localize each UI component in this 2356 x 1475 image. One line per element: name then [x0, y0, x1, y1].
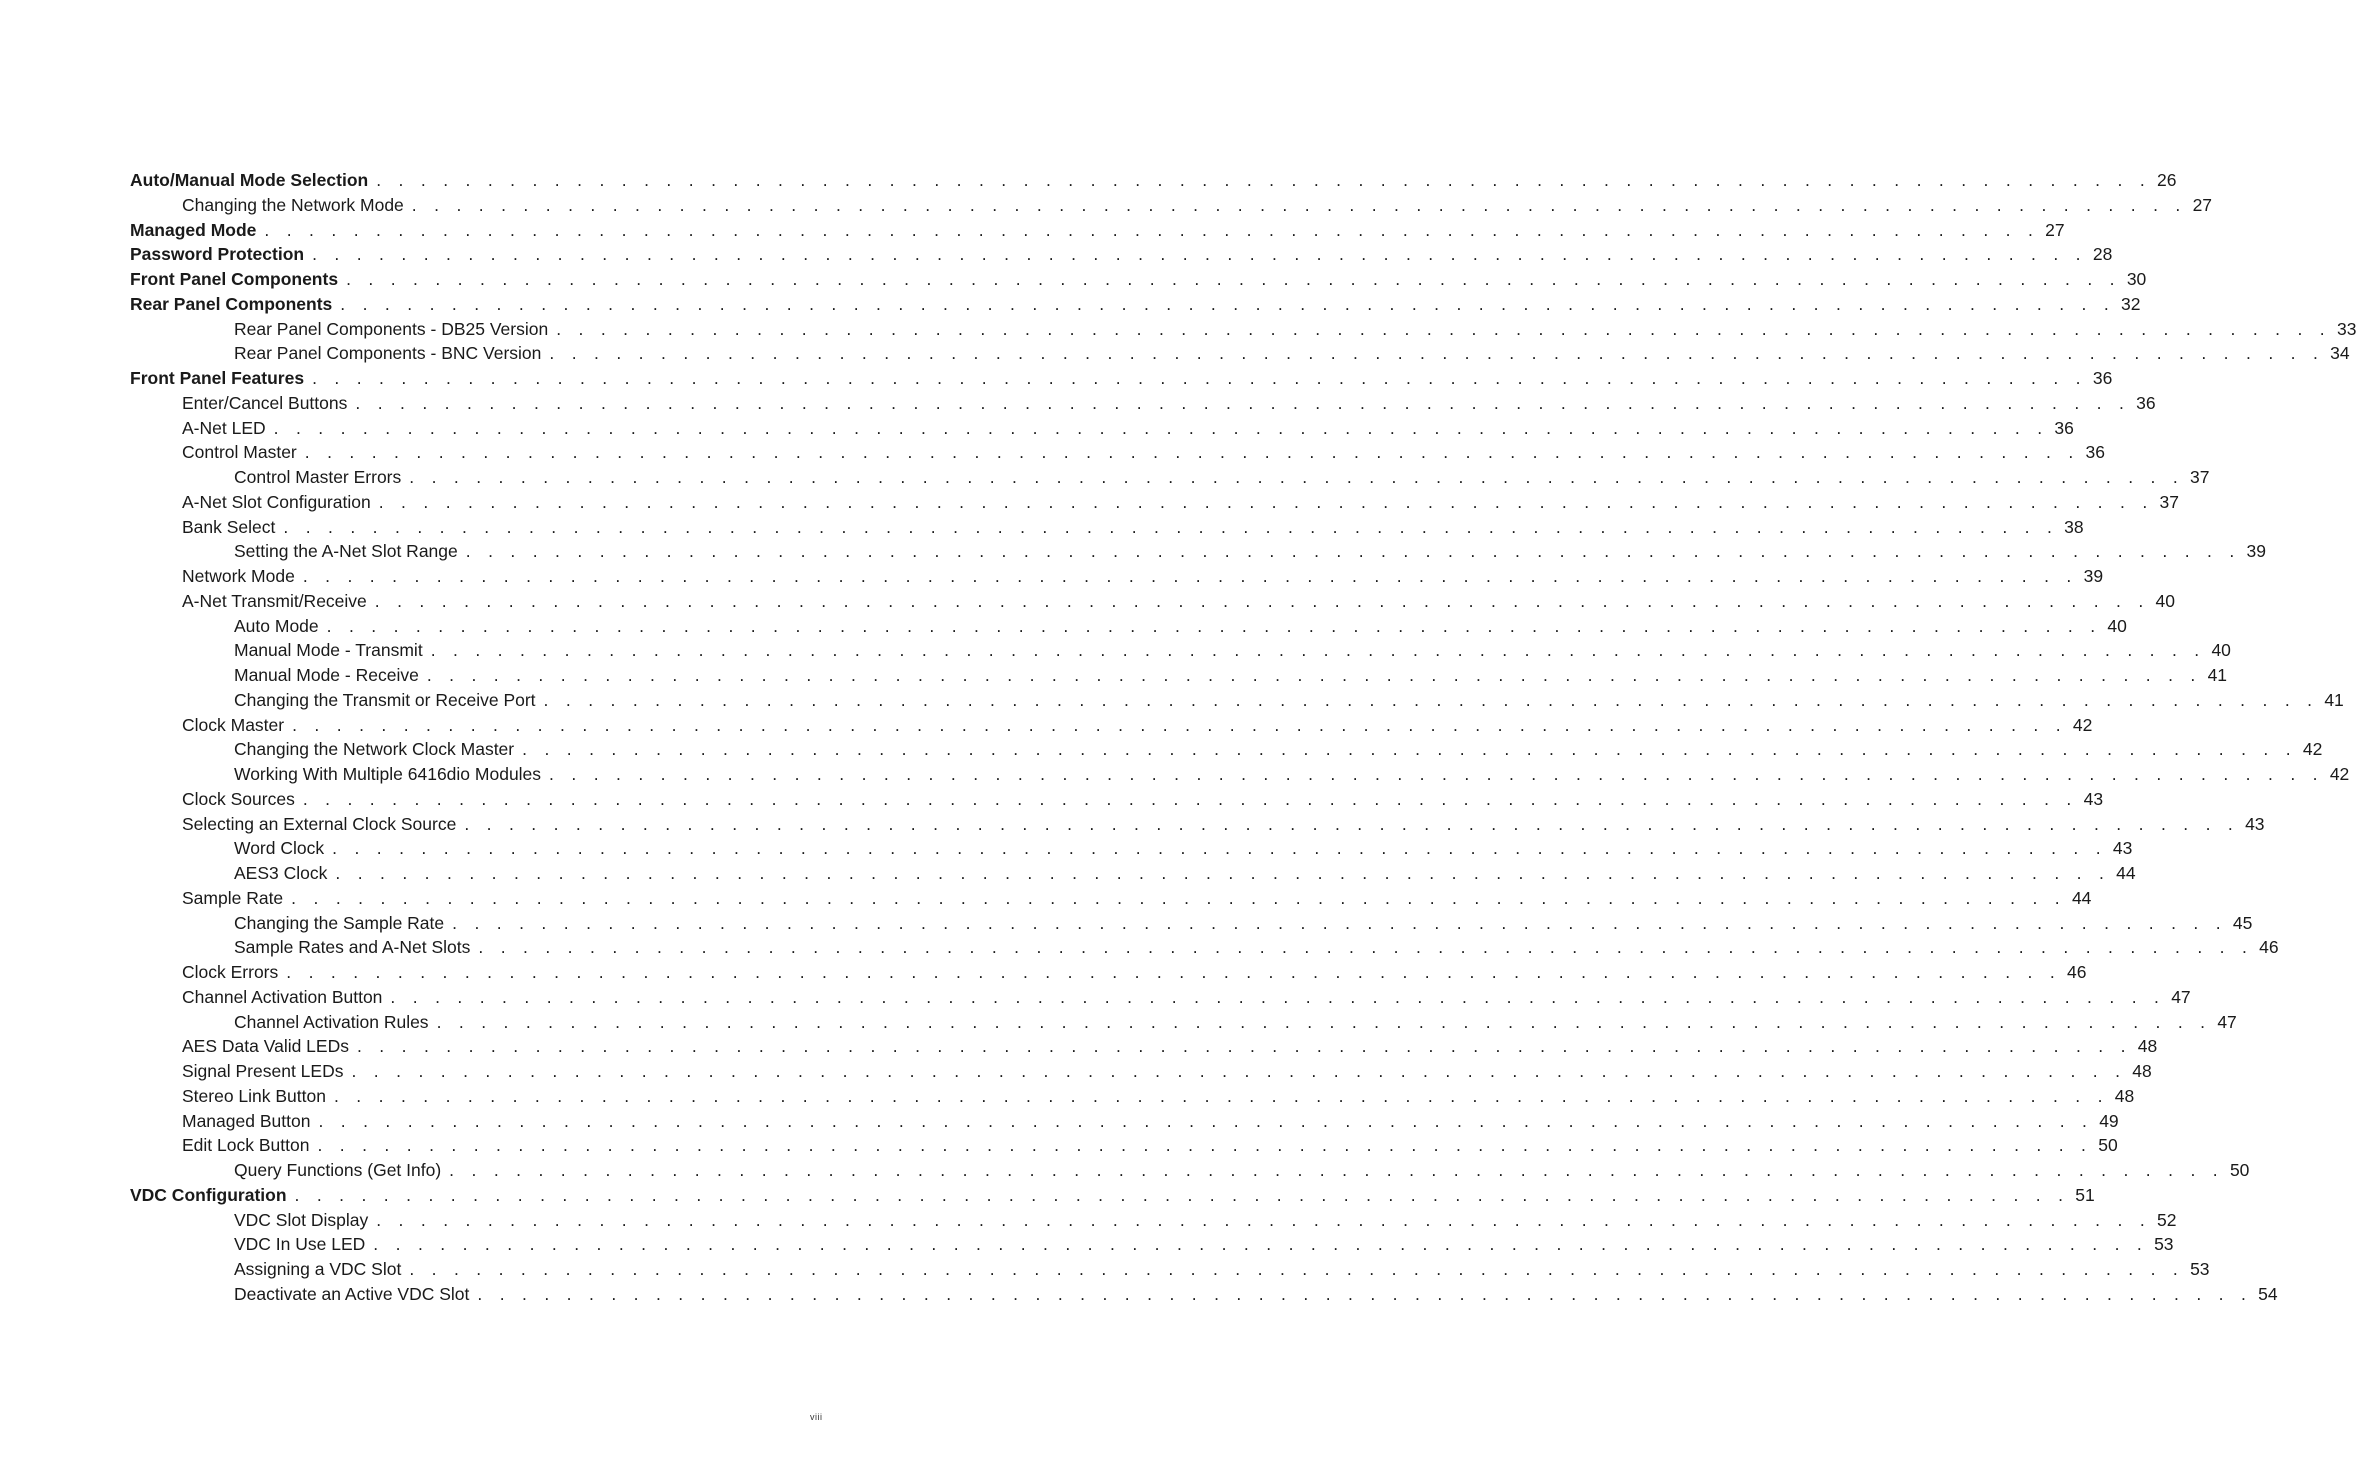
toc-entry-title: Password Protection	[130, 244, 305, 265]
toc-entry[interactable]	[130, 341, 2350, 366]
dot-leader: . . . . . . . . . . . . . . . . . . . . . . . . . . . . . . . . . . . . . . . . . . . . . . . . . . . . . . . . . . . . . . . . . . . . . . . . . . . . . . . .	[356, 1036, 2132, 1057]
dot-leader: . . . . . . . . . . . . . . . . . . . . . . . . . . . . . . . . . . . . . . . . . . . . . . . . . . . . . . . . . . . . . . . . . . . . . . . . . . . . . . . .	[549, 764, 2324, 784]
toc-entry-title: VDC Configuration	[130, 1184, 287, 1205]
dot-leader: . . . . . . . . . . . . . . . . . . . . . . . . . . . . . . . . . . . . . . . . . . . . . . . . . . . . . . . . . . . . . . . . . . . . . . . . . . . . . . . .	[312, 244, 2087, 265]
toc-entry-title: Clock Sources	[182, 788, 295, 809]
toc-entry[interactable]	[130, 1010, 2237, 1035]
toc-entry-page-number: 40	[2107, 615, 2127, 636]
toc-entry-title: Enter/Cancel Buttons	[182, 392, 348, 413]
toc-entry[interactable]	[130, 985, 2191, 1010]
toc-entry-page-number: 47	[2217, 1011, 2237, 1032]
toc-entry-page-number: 50	[2098, 1135, 2118, 1156]
dot-leader: . . . . . . . . . . . . . . . . . . . . . . . . . . . . . . . . . . . . . . . . . . . . . . . . . . . . . . . . . . . . . . . . . . . . . . . . . . . . . . . .	[465, 541, 2241, 562]
toc-entry-title: Network Mode	[182, 566, 295, 586]
dot-leader: . . . . . . . . . . . . . . . . . . . . . . . . . . . . . . . . . . . . . . . . . . . . . . . . . . . . . . . . . . . . . . . . . . . . . . . . . . . . . . . .	[283, 516, 2059, 537]
toc-entry[interactable]	[130, 1232, 2174, 1257]
toc-entry-page-number: 27	[2045, 219, 2065, 240]
dot-leader: . . . . . . . . . . . . . . . . . . . . . . . . . . . . . . . . . . . . . . . . . . . . . . . . . . . . . . . . . . . . . . . . . . . . . . . . . . . . . . . .	[556, 318, 2331, 339]
toc-entry-page-number: 44	[2071, 887, 2092, 908]
toc-entry-page-number: 33	[2336, 318, 2356, 339]
toc-entry[interactable]	[130, 812, 2265, 837]
toc-entry-page-number: 42	[2329, 764, 2350, 784]
toc-entry-title: Control Master Errors	[234, 467, 402, 487]
toc-entry-title: Managed Button	[182, 1110, 311, 1131]
toc-entry[interactable]	[130, 440, 2105, 465]
toc-entry-page-number: 42	[2302, 739, 2323, 760]
toc-entry-page-number: 37	[2159, 491, 2179, 512]
toc-entry-page-number: 36	[2136, 392, 2156, 413]
dot-leader: . . . . . . . . . . . . . . . . . . . . . . . . . . . . . . . . . . . . . . . . . . . . . . . . . . . . . . . . . . . . . . . . . . . . . . . . . . . . . . . .	[264, 219, 2040, 240]
toc-entry-page-number: 51	[2075, 1184, 2095, 1205]
toc-entry[interactable]	[130, 1109, 2119, 1134]
toc-entry[interactable]	[130, 490, 2179, 515]
toc-entry-page-number: 26	[2156, 170, 2177, 190]
toc-entry[interactable]	[130, 1034, 2158, 1059]
toc-entry-page-number: 52	[2156, 1209, 2177, 1230]
toc-entry[interactable]	[130, 292, 2141, 317]
dot-leader: . . . . . . . . . . . . . . . . . . . . . . . . . . . . . . . . . . . . . . . . . . . . . . . . . . . . . . . . . . . . . . . . . . . . . . . . . . . . . . . .	[340, 293, 2116, 314]
toc-entry-page-number: 48	[2114, 1085, 2135, 1106]
toc-entry-page-number: 44	[2116, 863, 2136, 883]
toc-entry[interactable]	[130, 317, 2356, 342]
toc-entry-title: Deactivate an Active VDC Slot	[234, 1283, 470, 1304]
toc-entry-title: Sample Rate	[182, 887, 284, 908]
toc-entry-title: A-Net Transmit/Receive	[182, 590, 367, 611]
toc-entry-title: Managed Mode	[130, 219, 257, 240]
toc-entry-title: Changing the Network Mode	[182, 194, 404, 215]
dot-leader: . . . . . . . . . . . . . . . . . . . . . . . . . . . . . . . . . . . . . . . . . . . . . . . . . . . . . . . . . . . . . . . . . . . . . . . . . . . . . . . .	[374, 590, 2150, 611]
toc-entry-page-number: 36	[2054, 417, 2074, 438]
dot-leader: . . . . . . . . . . . . . . . . . . . . . . . . . . . . . . . . . . . . . . . . . . . . . . . . . . . . . . . . . . . . . . . . . . . . . . . . . . . . . . . .	[373, 1234, 2149, 1255]
dot-leader: . . . . . . . . . . . . . . . . . . . . . . . . . . . . . . . . . . . . . . . . . . . . . . . . . . . . . . . . . . . . . . . . . . . . . . . . . . . . . . . .	[411, 194, 2187, 215]
dot-leader: . . . . . . . . . . . . . . . . . . . . . . . . . . . . . . . . . . . . . . . . . . . . . . . . . . . . . . . . . . . . . . . . . . . . . . . . . . . . . . . .	[317, 1135, 2093, 1156]
toc-entry[interactable]	[130, 960, 2087, 985]
toc-entry-page-number: 43	[2245, 813, 2265, 834]
dot-leader: . . . . . . . . . . . . . . . . . . . . . . . . . . . . . . . . . . . . . . . . . . . . . . . . . . . . . . . . . . . . . . . . . . . . . . . . . . . . . . . .	[304, 442, 2080, 463]
toc-entry-page-number: 48	[2137, 1036, 2158, 1057]
dot-leader: . . . . . . . . . . . . . . . . . . . . . . . . . . . . . . . . . . . . . . . . . . . . . . . . . . . . . . . . . . . . . . . . . . . . . . . . . . . . . . . .	[291, 887, 2066, 908]
toc-entry-title: Control Master	[182, 442, 297, 463]
dot-leader: . . . . . . . . . . . . . . . . . . . . . . . . . . . . . . . . . . . . . . . . . . . . . . . . . . . . . . . . . . . . . . . . . . . . . . . . . . . . . . . .	[376, 170, 2151, 190]
dot-leader: . . . . . . . . . . . . . . . . . . . . . . . . . . . . . . . . . . . . . . . . . . . . . . . . . . . . . . . . . . . . . . . . . . . . . . . . . . . . . . . .	[326, 615, 2102, 636]
toc-entry[interactable]	[130, 218, 2065, 243]
toc-entry[interactable]	[130, 737, 2323, 762]
toc-entry[interactable]	[130, 564, 2104, 589]
dot-leader: . . . . . . . . . . . . . . . . . . . . . . . . . . . . . . . . . . . . . . . . . . . . . . . . . . . . . . . . . . . . . . . . . . . . . . . . . . . . . . . .	[549, 343, 2325, 364]
toc-entry[interactable]	[130, 762, 2350, 787]
toc-entry-title: AES3 Clock	[234, 863, 328, 883]
dot-leader: . . . . . . . . . . . . . . . . . . . . . . . . . . . . . . . . . . . . . . . . . . . . . . . . . . . . . . . . . . . . . . . . . . . . . . . . . . . . . . . .	[294, 1184, 2070, 1205]
toc-entry-title: Bank Select	[182, 516, 276, 537]
dot-leader: . . . . . . . . . . . . . . . . . . . . . . . . . . . . . . . . . . . . . . . . . . . . . . . . . . . . . . . . . . . . . . . . . . . . . . . . . . . . . . . .	[346, 269, 2121, 289]
dot-leader: . . . . . . . . . . . . . . . . . . . . . . . . . . . . . . . . . . . . . . . . . . . . . . . . . . . . . . . . . . . . . . . . . . . . . . . . . . . . . . . .	[302, 566, 2078, 586]
toc-entry-title: Changing the Sample Rate	[234, 912, 445, 933]
toc-entry-page-number: 46	[2067, 962, 2087, 982]
dot-leader: . . . . . . . . . . . . . . . . . . . . . . . . . . . . . . . . . . . . . . . . . . . . . . . . . . . . . . . . . . . . . . . . . . . . . . . . . . . . . . . .	[390, 986, 2166, 1007]
page-number-folio: viii	[810, 1412, 823, 1422]
toc-entry[interactable]	[130, 1158, 2250, 1183]
toc-entry-page-number: 36	[2092, 368, 2113, 388]
toc-entry[interactable]	[130, 1208, 2177, 1233]
toc-entry-title: A-Net LED	[182, 417, 266, 438]
toc-entry-title: AES Data Valid LEDs	[182, 1036, 349, 1057]
dot-leader: . . . . . . . . . . . . . . . . . . . . . . . . . . . . . . . . . . . . . . . . . . . . . . . . . . . . . . . . . . . . . . . . . . . . . . . . . . . . . . . .	[378, 491, 2154, 512]
toc-entry[interactable]	[130, 1084, 2135, 1109]
toc-entry-title: Channel Activation Rules	[234, 1011, 429, 1032]
toc-entry-title: Changing the Network Clock Master	[234, 739, 515, 760]
toc-entry-page-number: 42	[2072, 714, 2093, 735]
toc-entry-page-number: 28	[2092, 244, 2113, 265]
toc-entry-title: Rear Panel Components	[130, 293, 333, 314]
toc-entry-page-number: 27	[2192, 194, 2213, 215]
toc-entry[interactable]	[130, 267, 2147, 292]
toc-entry-title: Front Panel Features	[130, 368, 305, 388]
toc-entry-title: Edit Lock Button	[182, 1135, 310, 1156]
dot-leader: . . . . . . . . . . . . . . . . . . . . . . . . . . . . . . . . . . . . . . . . . . . . . . . . . . . . . . . . . . . . . . . . . . . . . . . . . . . . . . . .	[318, 1110, 2094, 1131]
toc-entry[interactable]	[130, 836, 2133, 861]
toc-entry[interactable]	[130, 713, 2093, 738]
dot-leader: . . . . . . . . . . . . . . . . . . . . . . . . . . . . . . . . . . . . . . . . . . . . . . . . . . . . . . . . . . . . . . . . . . . . . . . . . . . . . . . .	[477, 1283, 2253, 1304]
toc-entry[interactable]	[130, 614, 2127, 639]
dot-leader: . . . . . . . . . . . . . . . . . . . . . . . . . . . . . . . . . . . . . . . . . . . . . . . . . . . . . . . . . . . . . . . . . . . . . . . . . . . . . . . .	[335, 863, 2111, 883]
toc-entry[interactable]	[130, 515, 2084, 540]
dot-leader: . . . . . . . . . . . . . . . . . . . . . . . . . . . . . . . . . . . . . . . . . . . . . . . . . . . . . . . . . . . . . . . . . . . . . . . . . . . . . . . .	[452, 912, 2227, 933]
toc-entry-title: VDC In Use LED	[234, 1234, 366, 1255]
toc-entry[interactable]	[130, 465, 2210, 490]
toc-entry-page-number: 50	[2229, 1160, 2250, 1180]
dot-leader: . . . . . . . . . . . . . . . . . . . . . . . . . . . . . . . . . . . . . . . . . . . . . . . . . . . . . . . . . . . . . . . . . . . . . . . . . . . . . . . .	[409, 1259, 2185, 1279]
toc-entry-title: Auto/Manual Mode Selection	[130, 170, 369, 190]
dot-leader: . . . . . . . . . . . . . . . . . . . . . . . . . . . . . . . . . . . . . . . . . . . . . . . . . . . . . . . . . . . . . . . . . . . . . . . . . . . . . . . .	[478, 937, 2254, 958]
toc-entry-title: Assigning a VDC Slot	[234, 1259, 402, 1279]
toc-entry-page-number: 47	[2171, 986, 2191, 1007]
dot-leader: . . . . . . . . . . . . . . . . . . . . . . . . . . . . . . . . . . . . . . . . . . . . . . . . . . . . . . . . . . . . . . . . . . . . . . . . . . . . . . . .	[355, 392, 2131, 413]
toc-entry-page-number: 43	[2112, 838, 2133, 859]
toc-entry-page-number: 39	[2083, 566, 2104, 586]
toc-entry[interactable]	[130, 638, 2231, 663]
toc-entry-title: Working With Multiple 6416dio Modules	[234, 764, 542, 784]
toc-entry-title: Rear Panel Components - BNC Version	[234, 343, 542, 364]
dot-leader: . . . . . . . . . . . . . . . . . . . . . . . . . . . . . . . . . . . . . . . . . . . . . . . . . . . . . . . . . . . . . . . . . . . . . . . . . . . . . . . .	[292, 714, 2067, 735]
toc-entry-title: Rear Panel Components - DB25 Version	[234, 318, 549, 339]
toc-entry[interactable]	[130, 886, 2092, 911]
toc-entry-page-number: 54	[2258, 1283, 2278, 1304]
toc-entry-title: Manual Mode - Transmit	[234, 640, 423, 661]
toc-entry-title: Word Clock	[234, 838, 325, 859]
toc-entry-title: Changing the Transmit or Receive Port	[234, 689, 536, 710]
toc-entry[interactable]	[130, 1257, 2210, 1282]
toc-entry[interactable]	[130, 688, 2344, 713]
toc-entry[interactable]	[130, 1059, 2152, 1084]
toc-entry-page-number: 45	[2232, 912, 2253, 933]
dot-leader: . . . . . . . . . . . . . . . . . . . . . . . . . . . . . . . . . . . . . . . . . . . . . . . . . . . . . . . . . . . . . . . . . . . . . . . . . . . . . . . .	[273, 417, 2049, 438]
toc-entry[interactable]	[130, 366, 2113, 391]
toc-entry-page-number: 39	[2246, 541, 2266, 562]
toc-entry-title: Stereo Link Button	[182, 1085, 326, 1106]
toc-entry-title: Clock Master	[182, 714, 285, 735]
toc-entry-title: Query Functions (Get Info)	[234, 1160, 442, 1180]
toc-entry[interactable]	[130, 589, 2176, 614]
toc-entry-page-number: 53	[2154, 1234, 2174, 1255]
toc-entry-page-number: 40	[2211, 640, 2231, 661]
toc-entry-title: Auto Mode	[234, 615, 319, 636]
dot-leader: . . . . . . . . . . . . . . . . . . . . . . . . . . . . . . . . . . . . . . . . . . . . . . . . . . . . . . . . . . . . . . . . . . . . . . . . . . . . . . . .	[351, 1061, 2127, 1081]
toc-entry-page-number: 37	[2190, 467, 2210, 487]
toc-entry-page-number: 53	[2190, 1259, 2210, 1279]
toc-entry-page-number: 40	[2155, 590, 2176, 611]
toc-entry[interactable]	[130, 242, 2113, 267]
toc-entry-title: Sample Rates and A-Net Slots	[234, 937, 471, 958]
toc-entry[interactable]	[130, 1282, 2278, 1307]
dot-leader: . . . . . . . . . . . . . . . . . . . . . . . . . . . . . . . . . . . . . . . . . . . . . . . . . . . . . . . . . . . . . . . . . . . . . . . . . . . . . . . .	[522, 739, 2297, 760]
toc-entry[interactable]	[130, 391, 2156, 416]
toc-entry[interactable]	[130, 935, 2279, 960]
dot-leader: . . . . . . . . . . . . . . . . . . . . . . . . . . . . . . . . . . . . . . . . . . . . . . . . . . . . . . . . . . . . . . . . . . . . . . . . . . . . . . . .	[333, 1085, 2109, 1106]
toc-entry[interactable]	[130, 787, 2104, 812]
toc-entry[interactable]	[130, 663, 2228, 688]
toc-entry[interactable]	[130, 193, 2213, 218]
toc-entry-title: Channel Activation Button	[182, 986, 383, 1007]
toc-entry-page-number: 43	[2083, 788, 2104, 809]
toc-entry-page-number: 34	[2330, 343, 2350, 364]
toc-entry-title: Front Panel Components	[130, 269, 339, 289]
toc-entry-page-number: 46	[2259, 937, 2279, 958]
dot-leader: . . . . . . . . . . . . . . . . . . . . . . . . . . . . . . . . . . . . . . . . . . . . . . . . . . . . . . . . . . . . . . . . . . . . . . . . . . . . . . . .	[543, 689, 2319, 710]
toc-entry[interactable]	[130, 861, 2136, 886]
toc-entry-title: Signal Present LEDs	[182, 1061, 344, 1081]
dot-leader: . . . . . . . . . . . . . . . . . . . . . . . . . . . . . . . . . . . . . . . . . . . . . . . . . . . . . . . . . . . . . . . . . . . . . . . . . . . . . . . .	[430, 640, 2206, 661]
toc-entry-page-number: 36	[2085, 442, 2105, 463]
toc-entry[interactable]	[130, 168, 2177, 193]
dot-leader: . . . . . . . . . . . . . . . . . . . . . . . . . . . . . . . . . . . . . . . . . . . . . . . . . . . . . . . . . . . . . . . . . . . . . . . . . . . . . . . .	[449, 1160, 2224, 1180]
toc-entry-page-number: 41	[2207, 665, 2228, 685]
dot-leader: . . . . . . . . . . . . . . . . . . . . . . . . . . . . . . . . . . . . . . . . . . . . . . . . . . . . . . . . . . . . . . . . . . . . . . . . . . . . . . . .	[332, 838, 2107, 859]
toc-entry-page-number: 48	[2132, 1061, 2152, 1081]
toc-entry[interactable]	[130, 1183, 2095, 1208]
toc-entry-page-number: 49	[2099, 1110, 2119, 1131]
toc-entry-page-number: 38	[2064, 516, 2084, 537]
toc-entry-title: Selecting an External Clock Source	[182, 813, 457, 834]
toc-entry-title: A-Net Slot Configuration	[182, 491, 371, 512]
toc-entry-page-number: 32	[2121, 293, 2141, 314]
toc-entry[interactable]	[130, 416, 2074, 441]
dot-leader: . . . . . . . . . . . . . . . . . . . . . . . . . . . . . . . . . . . . . . . . . . . . . . . . . . . . . . . . . . . . . . . . . . . . . . . . . . . . . . . .	[302, 788, 2078, 809]
toc-entry[interactable]	[130, 1133, 2118, 1158]
toc-entry-title: Setting the A-Net Slot Range	[234, 541, 458, 562]
toc-entry-page-number: 30	[2126, 269, 2147, 289]
toc-entry-page-number: 41	[2324, 689, 2344, 710]
table-of-contents	[130, 168, 2356, 1307]
toc-entry[interactable]	[130, 539, 2266, 564]
toc-entry-title: VDC Slot Display	[234, 1209, 369, 1230]
dot-leader: . . . . . . . . . . . . . . . . . . . . . . . . . . . . . . . . . . . . . . . . . . . . . . . . . . . . . . . . . . . . . . . . . . . . . . . . . . . . . . . .	[409, 467, 2185, 487]
dot-leader: . . . . . . . . . . . . . . . . . . . . . . . . . . . . . . . . . . . . . . . . . . . . . . . . . . . . . . . . . . . . . . . . . . . . . . . . . . . . . . . .	[464, 813, 2240, 834]
dot-leader: . . . . . . . . . . . . . . . . . . . . . . . . . . . . . . . . . . . . . . . . . . . . . . . . . . . . . . . . . . . . . . . . . . . . . . . . . . . . . . . .	[312, 368, 2087, 388]
dot-leader: . . . . . . . . . . . . . . . . . . . . . . . . . . . . . . . . . . . . . . . . . . . . . . . . . . . . . . . . . . . . . . . . . . . . . . . . . . . . . . . .	[436, 1011, 2212, 1032]
dot-leader: . . . . . . . . . . . . . . . . . . . . . . . . . . . . . . . . . . . . . . . . . . . . . . . . . . . . . . . . . . . . . . . . . . . . . . . . . . . . . . . .	[426, 665, 2202, 685]
toc-entry[interactable]	[130, 911, 2253, 936]
dot-leader: . . . . . . . . . . . . . . . . . . . . . . . . . . . . . . . . . . . . . . . . . . . . . . . . . . . . . . . . . . . . . . . . . . . . . . . . . . . . . . . .	[376, 1209, 2151, 1230]
toc-entry-title: Manual Mode - Receive	[234, 665, 419, 685]
dot-leader: . . . . . . . . . . . . . . . . . . . . . . . . . . . . . . . . . . . . . . . . . . . . . . . . . . . . . . . . . . . . . . . . . . . . . . . . . . . . . . . .	[286, 962, 2062, 982]
toc-entry-title: Clock Errors	[182, 962, 279, 982]
